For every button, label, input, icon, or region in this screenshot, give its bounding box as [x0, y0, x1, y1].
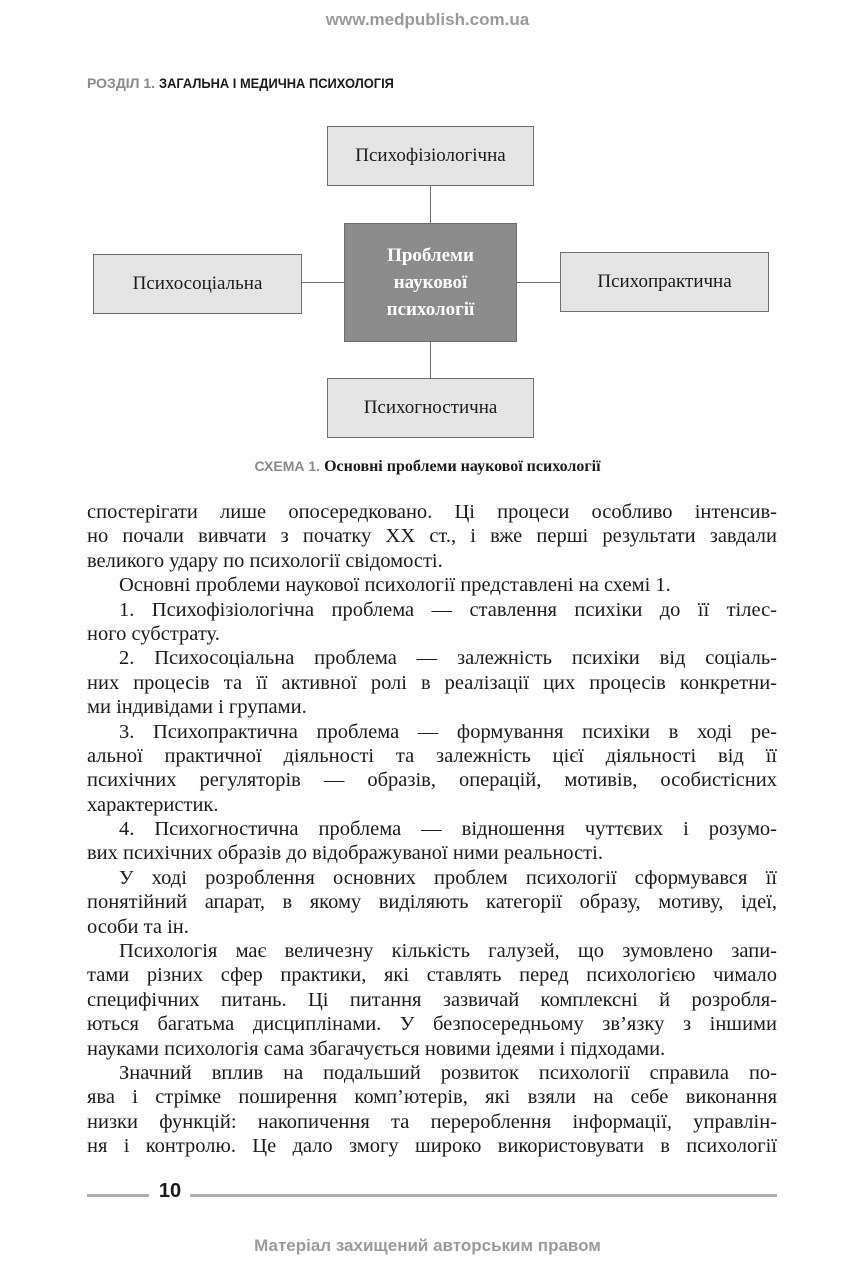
body-text: [87, 500, 777, 1159]
text-line: ми індивідами і групами.: [87, 696, 307, 719]
text-line: У ході розроблення основних проблем психології сформувався її: [119, 866, 777, 889]
text-line: тами різних сфер практики, які ставлять перед психологією чимало: [87, 964, 777, 987]
footer-rule-left: [87, 1194, 149, 1197]
connector-left: [301, 282, 345, 283]
text-line: науками психологія сама збагачується новими ідеями і підходами.: [87, 1037, 666, 1060]
center-line-3: психології: [386, 299, 475, 320]
text-line: Основні проблеми наукової психології представлені на схемі 1.: [119, 574, 671, 597]
publisher-url: www.medpublish.com.ua: [325, 10, 530, 29]
text-line: вих психічних образів до відображуваної ними реальності.: [87, 842, 603, 865]
text-line: 1. Психофізіологічна проблема — ставлення психіки до її тілес-: [119, 598, 777, 621]
problems-diagram: [0, 0, 855, 470]
text-line: великого удару по психології свідомості.: [87, 549, 443, 572]
text-line: них процесів та її активної ролі в реалізації цих процесів конкретни-: [87, 671, 777, 694]
connector-top: [430, 186, 431, 224]
figure-caption: [0, 458, 855, 476]
text-line: ного субстрату.: [87, 622, 220, 645]
section-title: ЗАГАЛЬНА І МЕДИЧНА ПСИХОЛОГІЯ: [158, 75, 394, 91]
footer-rule-right: [190, 1194, 777, 1197]
text-line: ня і контролю. Це дало змогу широко використовувати в психології: [87, 1135, 777, 1158]
text-line: 2. Психосоціальна проблема — залежність психіки від соціаль-: [119, 647, 777, 670]
text-line: психічних регуляторів — образів, операцій, мотивів, особистісних: [87, 769, 777, 792]
text-line: низки функцій: накопичення та перероблення інформації, управлін-: [87, 1110, 777, 1133]
text-line: понятійний апарат, в якому виділяють категорії образу, мотиву, ідеї,: [87, 891, 777, 914]
text-line: Психологія має величезну кількість галузей, що зумовлено запи-: [119, 940, 777, 963]
page-number: 10: [158, 1180, 182, 1202]
text-line: специфічних питань. Ці питання зазвичай комплексні й розробля-: [87, 988, 777, 1011]
box-psychopractical: Психопрактична: [560, 252, 769, 312]
text-line: альної практичної діяльності та залежність цієї діяльності від її: [87, 744, 777, 767]
box-center-problems: [344, 223, 517, 342]
text-line: характеристик.: [87, 793, 219, 816]
text-line: спостерігати лише опосередковано. Ці процеси особливо інтенсив-: [87, 501, 777, 523]
connector-bottom: [430, 341, 431, 379]
text-line: 4. Психогностична проблема — відношення чуттєвих і розумо-: [119, 818, 777, 841]
caption-label: СХЕМА 1.: [254, 458, 321, 474]
section-label: РОЗДІЛ 1.: [87, 75, 156, 91]
center-line-2: наукової: [393, 272, 468, 293]
caption-text: Основні проблеми наукової психології: [324, 458, 601, 475]
box-psychognostic: Психогностична: [327, 378, 534, 438]
text-line: 3. Психопрактична проблема — формування психіки в ході ре-: [119, 720, 777, 743]
text-line: ються багатьма дисциплінами. У безпосередньому зв’язку з іншими: [87, 1013, 777, 1036]
box-psychosocial: Психосоціальна: [93, 254, 302, 314]
center-line-1: Проблеми: [387, 245, 474, 266]
text-line: но почали вивчати з початку XX ст., і вже перші результати завдали: [87, 525, 777, 548]
box-psychophysiological: Психофізіологічна: [327, 126, 534, 186]
connector-right: [516, 282, 561, 283]
text-line: Значний вплив на подальший розвиток психології справила по-: [119, 1061, 777, 1084]
text-line: особи та ін.: [87, 915, 189, 938]
copyright-notice: Матеріал захищений авторським правом: [254, 1236, 601, 1255]
text-line: ява і стрімке поширення комп’ютерів, які взяли на себе виконання: [87, 1086, 777, 1109]
